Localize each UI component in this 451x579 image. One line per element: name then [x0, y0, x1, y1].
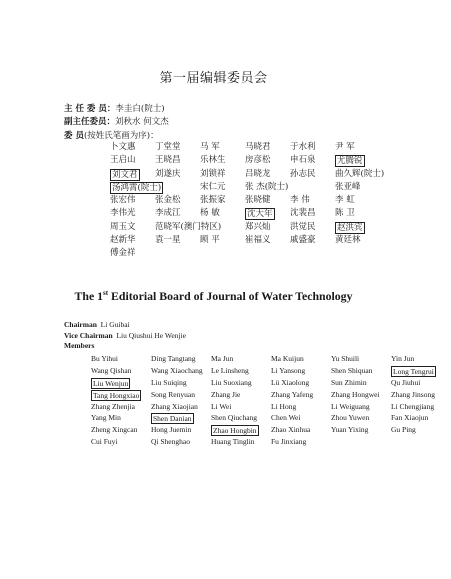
member-name: Li Hong [271, 401, 297, 411]
member-cell [335, 142, 380, 155]
member-name: Gu Ping [391, 425, 416, 435]
member-cell [245, 222, 290, 235]
member-cell [331, 425, 391, 437]
member-cell [110, 169, 155, 182]
member-cell [331, 354, 391, 366]
member-cell [200, 169, 245, 182]
member-cell [155, 195, 200, 208]
member-cell [91, 390, 151, 402]
member-cell [211, 390, 271, 402]
member-name: 刘遂庆 [155, 168, 181, 179]
member-cell [331, 366, 391, 378]
english-members-row [64, 341, 186, 352]
member-name: 洪觉民 [290, 221, 316, 232]
member-cell [151, 437, 211, 449]
member-cell [155, 142, 200, 155]
member-name: Zhang Xiaojian [151, 401, 198, 411]
member-cell [211, 402, 271, 414]
member-name: Li Weiguang [331, 401, 370, 411]
member-name: 李 伟 [290, 195, 310, 206]
chinese-members-row [64, 130, 169, 143]
member-cell [151, 425, 211, 437]
chinese-board-title: 第一届编辑委员会 [159, 71, 268, 86]
member-cell [290, 208, 335, 221]
member-name: 丁堂堂 [155, 142, 181, 152]
member-cell [151, 413, 211, 425]
member-cell [200, 182, 245, 195]
member-cell [290, 142, 335, 155]
member-cell [271, 378, 331, 390]
member-cell [271, 437, 331, 449]
member-cell [271, 402, 331, 414]
member-name: Zhang Yafeng [271, 389, 314, 399]
member-cell [290, 222, 335, 235]
member-name: 尹 军 [335, 142, 355, 152]
member-cell [335, 182, 380, 195]
member-cell [211, 378, 271, 390]
member-cell [335, 168, 385, 182]
member-name: Qi Shenghao [151, 437, 190, 447]
member-cell [91, 425, 151, 437]
member-cell [200, 235, 245, 248]
member-name: Le Linsheng [211, 365, 249, 375]
member-name: 李伟光 [110, 208, 136, 219]
member-name: Yuan Yixing [331, 425, 369, 435]
english-chairman-name: Li Guibai [100, 320, 130, 329]
member-cell [271, 366, 331, 378]
member-cell [391, 402, 451, 414]
member-name: 陈 卫 [335, 208, 355, 219]
chinese-members-grid [110, 142, 385, 262]
chinese-vice-chairman-names: 刘秋水 何文杰 [115, 117, 169, 128]
member-name: Fan Xiaojun [391, 413, 429, 423]
member-name: Ma Jun [211, 354, 234, 363]
member-name: 张 杰(院士) [245, 181, 289, 192]
member-cell [110, 248, 155, 261]
member-name: 张宏伟 [110, 195, 136, 206]
english-title-ordinal: st [103, 289, 109, 298]
member-cell [335, 195, 380, 208]
member-cell [290, 195, 335, 208]
chinese-vice-chairman-row [64, 116, 169, 129]
member-name: 孙志民 [290, 168, 316, 179]
member-name: 张金松 [155, 195, 181, 206]
member-name: 马 军 [200, 142, 220, 152]
member-name: Li Wei [211, 401, 232, 411]
member-name: 曲久辉(院士) [335, 168, 385, 179]
member-name: 周玉文 [110, 221, 136, 232]
member-cell [271, 390, 331, 402]
member-cell [155, 208, 200, 221]
member-cell [110, 235, 155, 248]
member-cell [391, 378, 451, 390]
member-cell [110, 195, 155, 208]
member-name-boxed: 刘文君 [112, 169, 138, 180]
member-cell [290, 169, 335, 182]
member-name: Bu Yihui [91, 354, 119, 363]
member-name: Liu Suiqing [151, 377, 187, 387]
member-name-boxed: Long Tengrui [393, 366, 434, 376]
member-name: 马晓君 [245, 142, 271, 152]
member-name: 郑兴灿 [245, 221, 271, 232]
member-name-boxed: Liu Wenjun [93, 378, 129, 388]
english-vice-chairman-label: Vice Chairman [64, 330, 113, 340]
member-name: 宋仁元 [200, 181, 226, 192]
member-name-boxed: 沈大年 [247, 209, 273, 220]
member-cell [245, 155, 290, 168]
member-cell [110, 222, 155, 235]
member-cell [155, 222, 245, 235]
member-cell [331, 378, 391, 390]
member-name: 戚盛豪 [290, 235, 316, 246]
member-cell [91, 413, 151, 425]
member-cell [290, 235, 335, 248]
member-cell [110, 142, 155, 155]
member-cell [335, 155, 380, 168]
member-name: 于水利 [290, 142, 316, 152]
member-name: 李 虹 [335, 195, 355, 206]
english-roles [64, 320, 186, 352]
member-name: 申石泉 [290, 155, 316, 166]
member-name: 乐林生 [200, 155, 226, 166]
member-name: 张晓健 [245, 195, 271, 206]
member-cell [200, 195, 245, 208]
member-name: Li Chengjiang [391, 401, 435, 411]
member-name: Lü Xiaolong [271, 377, 310, 387]
member-cell [200, 155, 245, 168]
member-name: Zhang Zhenjia [91, 401, 135, 411]
member-name: 崔福义 [245, 235, 271, 246]
member-cell [245, 169, 290, 182]
member-name-boxed: 尤腾锐 [337, 156, 363, 167]
chinese-members-note: (按姓氏笔画为序)： [83, 130, 159, 141]
member-name: Yang Min [91, 413, 121, 423]
member-name: Sun Zhimin [331, 377, 367, 387]
member-cell [211, 354, 271, 366]
member-cell [211, 437, 271, 449]
member-name-boxed: Shen Danian [153, 414, 192, 424]
member-name: Ding Tangtang [151, 354, 196, 363]
member-cell [151, 354, 211, 366]
member-cell [151, 402, 211, 414]
english-members-grid [91, 354, 451, 449]
member-name: Huang Tinglin [211, 437, 255, 447]
member-cell [331, 402, 391, 414]
member-name: Yin Jun [391, 354, 415, 363]
member-name: Shen Shiquan [331, 365, 373, 375]
member-cell [200, 208, 245, 221]
member-cell [331, 413, 391, 425]
member-cell [110, 208, 155, 221]
member-cell [151, 366, 211, 378]
english-members-label: Members [64, 341, 95, 351]
member-cell [155, 169, 200, 182]
member-name: Wang Xiaochang [151, 365, 203, 375]
member-cell [245, 195, 290, 208]
member-cell [335, 208, 380, 221]
english-title-suffix: Editorial Board of Journal of Water Technology [108, 289, 353, 303]
member-name: 黄廷林 [335, 235, 361, 246]
member-name: 张亚峰 [335, 181, 361, 192]
english-vice-chairman-row [64, 331, 186, 342]
member-cell [200, 142, 245, 155]
member-name: Cui Fuyi [91, 437, 118, 447]
member-cell [290, 155, 335, 168]
english-chairman-label: Chairman [64, 320, 97, 329]
chinese-chairman-row [64, 103, 169, 116]
member-cell [391, 366, 451, 378]
chinese-roles [64, 103, 169, 143]
chinese-chairman-name: 李圭白(院士) [115, 104, 165, 114]
member-name: 沈裴昌 [290, 208, 316, 219]
chinese-vice-chairman-label: 副主任委员： [64, 117, 116, 128]
english-board-title [0, 289, 427, 304]
english-vice-chairman-names: Liu Qiushui He Wenjie [116, 330, 186, 340]
member-name: 赵新华 [110, 235, 136, 246]
member-cell [110, 155, 155, 168]
member-name: Li Yansong [271, 365, 306, 375]
member-name: 王晓昌 [155, 155, 181, 166]
chinese-members-label: 委 员 [64, 130, 84, 141]
member-name: Hong Juemin [151, 425, 192, 435]
member-name: Qu Jiuhui [391, 377, 421, 387]
member-cell [91, 354, 151, 366]
member-name-boxed: Tang Hongxiao [93, 390, 140, 400]
member-name: Ma Kuijun [271, 354, 304, 363]
member-cell [110, 182, 200, 195]
member-name: Zhou Yuwen [331, 413, 370, 423]
member-cell [211, 366, 271, 378]
member-cell [91, 437, 151, 449]
member-cell [151, 390, 211, 402]
member-cell [91, 366, 151, 378]
member-name: Zhao Xinhua [271, 425, 311, 435]
member-cell [391, 425, 451, 437]
member-cell [91, 378, 151, 390]
member-cell [91, 402, 151, 414]
member-name: 顾 平 [200, 235, 220, 246]
member-name: 张振家 [200, 195, 226, 206]
member-name: Liu Suoxiang [211, 377, 252, 387]
member-cell [335, 235, 380, 248]
chinese-chairman-label: 主 任 委 员： [64, 104, 116, 114]
member-name: 杨 敏 [200, 208, 220, 219]
member-name: 吕晓龙 [245, 168, 271, 179]
member-cell [331, 390, 391, 402]
member-cell [155, 235, 200, 248]
member-name: Zhang Jie [211, 389, 241, 399]
member-name: 刘锁祥 [200, 168, 226, 179]
member-cell [391, 413, 451, 425]
member-name: Wang Qishan [91, 365, 132, 375]
member-name: 袁一星 [155, 235, 181, 246]
member-name: 范晓军(澳门特区) [155, 221, 222, 232]
member-cell [245, 235, 290, 248]
member-name: Zheng Xingcan [91, 425, 138, 435]
member-cell [211, 413, 271, 425]
member-name: Zhang Hongwei [331, 389, 380, 399]
member-cell [271, 354, 331, 366]
member-cell [391, 354, 451, 366]
english-chairman-row [64, 320, 186, 331]
member-name: 李成江 [155, 208, 181, 219]
member-cell [155, 155, 200, 168]
member-name: 王启山 [110, 155, 136, 166]
member-cell [245, 208, 290, 221]
member-cell [391, 390, 451, 402]
member-cell [271, 425, 331, 437]
member-name-boxed: Zhao Hongbin [213, 426, 257, 436]
member-name-boxed: 赵洪宾 [337, 222, 363, 233]
member-cell [211, 425, 271, 437]
member-name-boxed: 汤鸿霄(院士) [112, 182, 162, 193]
member-name: 卜文惠 [110, 142, 136, 152]
english-title-prefix: The 1 [74, 289, 104, 303]
member-cell [245, 142, 290, 155]
member-cell [271, 413, 331, 425]
member-name: 傅金祥 [110, 248, 136, 259]
member-cell [335, 222, 380, 235]
member-name: Song Renyuan [151, 389, 195, 399]
member-cell [151, 378, 211, 390]
member-name: Shen Qiuchang [211, 413, 258, 423]
member-name: Fu Jinxiang [271, 437, 307, 447]
member-cell [245, 182, 335, 195]
member-name: Yu Shuili [331, 354, 360, 363]
member-name: 房彦松 [245, 155, 271, 166]
member-name: Chen Wei [271, 413, 301, 423]
member-name: Zhang Jinsong [391, 389, 435, 399]
